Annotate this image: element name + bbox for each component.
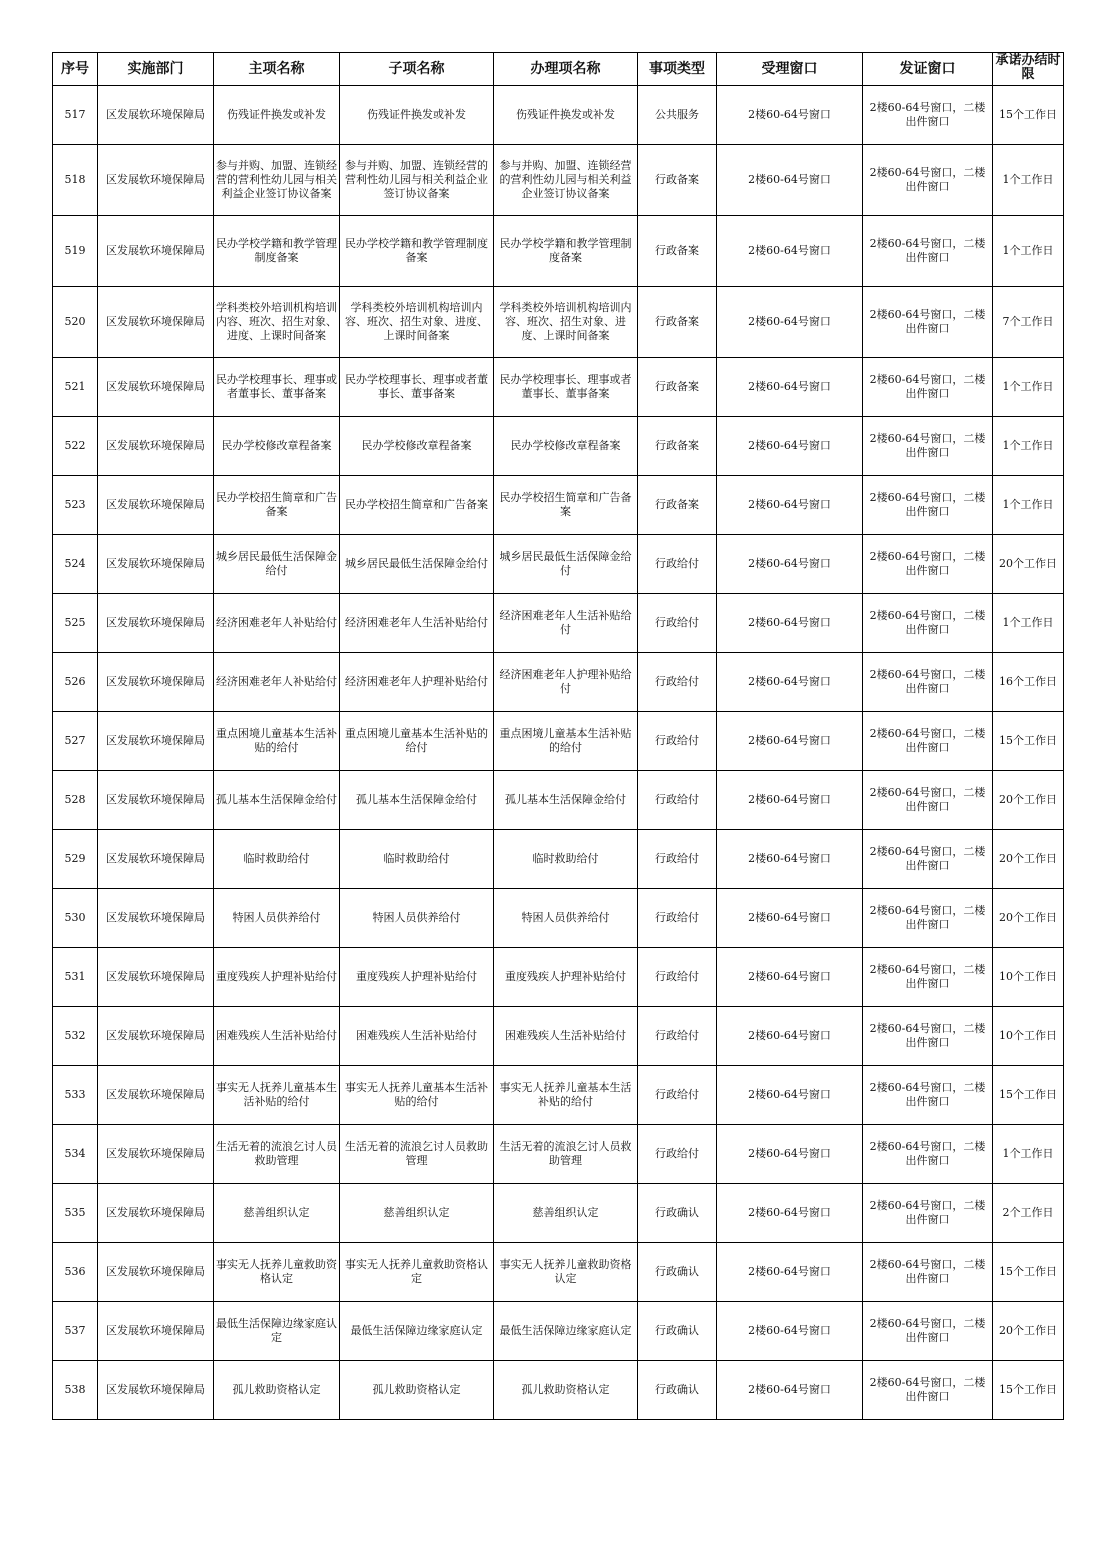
serial-number-cell: 531 [53,948,98,1007]
department-cell: 区发展软环境保障局 [98,889,214,948]
serial-number-cell: 520 [53,287,98,358]
time-limit-cell: 20个工作日 [993,1302,1064,1361]
handling-item-cell: 民办学校招生简章和广告备案 [494,476,638,535]
table-row [53,1007,1064,1066]
sub-item-cell: 慈善组织认定 [340,1184,494,1243]
time-limit-cell: 20个工作日 [993,771,1064,830]
department-cell: 区发展软环境保障局 [98,287,214,358]
item-type-cell: 行政给付 [638,948,717,1007]
table-row [53,216,1064,287]
department-cell: 区发展软环境保障局 [98,1125,214,1184]
table-row [53,358,1064,417]
table-row [53,712,1064,771]
certificate-window-cell: 2楼60-64号窗口，二楼出件窗口 [863,535,993,594]
main-item-cell: 学科类校外培训机构培训内容、班次、招生对象、进度、上课时间备案 [214,287,340,358]
certificate-window-cell: 2楼60-64号窗口，二楼出件窗口 [863,889,993,948]
department-cell: 区发展软环境保障局 [98,771,214,830]
department-cell: 区发展软环境保障局 [98,216,214,287]
header-department: 实施部门 [98,53,214,86]
department-cell: 区发展软环境保障局 [98,948,214,1007]
serial-number-cell: 523 [53,476,98,535]
handling-item-cell: 民办学校理事长、理事或者董事长、董事备案 [494,358,638,417]
handling-item-cell: 事实无人抚养儿童基本生活补贴的给付 [494,1066,638,1125]
acceptance-window-cell: 2楼60-64号窗口 [717,358,863,417]
acceptance-window-cell: 2楼60-64号窗口 [717,948,863,1007]
time-limit-cell: 20个工作日 [993,535,1064,594]
main-item-cell: 孤儿救助资格认定 [214,1361,340,1420]
sub-item-cell: 事实无人抚养儿童救助资格认定 [340,1243,494,1302]
sub-item-cell: 民办学校理事长、理事或者董事长、董事备案 [340,358,494,417]
acceptance-window-cell: 2楼60-64号窗口 [717,889,863,948]
time-limit-cell: 1个工作日 [993,358,1064,417]
table-row [53,145,1064,216]
serial-number-cell: 524 [53,535,98,594]
serial-number-cell: 537 [53,1302,98,1361]
acceptance-window-cell: 2楼60-64号窗口 [717,145,863,216]
table-row [53,948,1064,1007]
table-row [53,1302,1064,1361]
sub-item-cell: 参与并购、加盟、连锁经营的营利性幼儿园与相关利益企业签订协议备案 [340,145,494,216]
table-row [53,287,1064,358]
header-item-type: 事项类型 [638,53,717,86]
handling-item-cell: 经济困难老年人护理补贴给付 [494,653,638,712]
sub-item-cell: 重点困境儿童基本生活补贴的给付 [340,712,494,771]
item-type-cell: 行政备案 [638,417,717,476]
item-type-cell: 行政给付 [638,1007,717,1066]
table-row [53,476,1064,535]
table-row [53,889,1064,948]
table-row [53,1125,1064,1184]
acceptance-window-cell: 2楼60-64号窗口 [717,1125,863,1184]
item-type-cell: 行政确认 [638,1243,717,1302]
department-cell: 区发展软环境保障局 [98,1007,214,1066]
department-cell: 区发展软环境保障局 [98,653,214,712]
time-limit-cell: 7个工作日 [993,287,1064,358]
department-cell: 区发展软环境保障局 [98,1184,214,1243]
table-header-row [53,53,1064,86]
main-item-cell: 特困人员供养给付 [214,889,340,948]
item-type-cell: 行政给付 [638,1066,717,1125]
certificate-window-cell: 2楼60-64号窗口，二楼出件窗口 [863,771,993,830]
sub-item-cell: 学科类校外培训机构培训内容、班次、招生对象、进度、上课时间备案 [340,287,494,358]
sub-item-cell: 事实无人抚养儿童基本生活补贴的给付 [340,1066,494,1125]
handling-item-cell: 经济困难老年人生活补贴给付 [494,594,638,653]
handling-item-cell: 学科类校外培训机构培训内容、班次、招生对象、进度、上课时间备案 [494,287,638,358]
acceptance-window-cell: 2楼60-64号窗口 [717,594,863,653]
acceptance-window-cell: 2楼60-64号窗口 [717,1184,863,1243]
handling-item-cell: 伤残证件换发或补发 [494,86,638,145]
time-limit-cell: 16个工作日 [993,653,1064,712]
department-cell: 区发展软环境保障局 [98,1302,214,1361]
certificate-window-cell: 2楼60-64号窗口，二楼出件窗口 [863,86,993,145]
acceptance-window-cell: 2楼60-64号窗口 [717,830,863,889]
table-row [53,1066,1064,1125]
handling-item-cell: 事实无人抚养儿童救助资格认定 [494,1243,638,1302]
department-cell: 区发展软环境保障局 [98,476,214,535]
time-limit-cell: 1个工作日 [993,1125,1064,1184]
sub-item-cell: 最低生活保障边缘家庭认定 [340,1302,494,1361]
item-type-cell: 行政确认 [638,1361,717,1420]
sub-item-cell: 经济困难老年人生活补贴给付 [340,594,494,653]
acceptance-window-cell: 2楼60-64号窗口 [717,535,863,594]
item-type-cell: 行政给付 [638,653,717,712]
header-main-item: 主项名称 [214,53,340,86]
handling-item-cell: 民办学校修改章程备案 [494,417,638,476]
main-item-cell: 慈善组织认定 [214,1184,340,1243]
table-row [53,1184,1064,1243]
header-certificate-window: 发证窗口 [863,53,993,86]
time-limit-cell: 15个工作日 [993,1361,1064,1420]
main-item-cell: 民办学校学籍和教学管理制度备案 [214,216,340,287]
handling-item-cell: 城乡居民最低生活保障金给付 [494,535,638,594]
handling-item-cell: 临时救助给付 [494,830,638,889]
serial-number-cell: 529 [53,830,98,889]
main-item-cell: 事实无人抚养儿童基本生活补贴的给付 [214,1066,340,1125]
sub-item-cell: 临时救助给付 [340,830,494,889]
acceptance-window-cell: 2楼60-64号窗口 [717,417,863,476]
acceptance-window-cell: 2楼60-64号窗口 [717,287,863,358]
acceptance-window-cell: 2楼60-64号窗口 [717,771,863,830]
main-item-cell: 临时救助给付 [214,830,340,889]
handling-item-cell: 孤儿基本生活保障金给付 [494,771,638,830]
time-limit-cell: 20个工作日 [993,889,1064,948]
item-type-cell: 行政备案 [638,287,717,358]
time-limit-cell: 20个工作日 [993,830,1064,889]
item-type-cell: 行政备案 [638,145,717,216]
sub-item-cell: 特困人员供养给付 [340,889,494,948]
item-type-cell: 行政给付 [638,771,717,830]
serial-number-cell: 536 [53,1243,98,1302]
header-serial-number: 序号 [53,53,98,86]
department-cell: 区发展软环境保障局 [98,417,214,476]
main-item-cell: 伤残证件换发或补发 [214,86,340,145]
certificate-window-cell: 2楼60-64号窗口，二楼出件窗口 [863,1007,993,1066]
acceptance-window-cell: 2楼60-64号窗口 [717,1361,863,1420]
sub-item-cell: 孤儿基本生活保障金给付 [340,771,494,830]
sub-item-cell: 民办学校修改章程备案 [340,417,494,476]
certificate-window-cell: 2楼60-64号窗口，二楼出件窗口 [863,476,993,535]
table-row [53,417,1064,476]
main-item-cell: 参与并购、加盟、连锁经营的营利性幼儿园与相关利益企业签订协议备案 [214,145,340,216]
certificate-window-cell: 2楼60-64号窗口，二楼出件窗口 [863,287,993,358]
department-cell: 区发展软环境保障局 [98,830,214,889]
serial-number-cell: 528 [53,771,98,830]
department-cell: 区发展软环境保障局 [98,1243,214,1302]
sub-item-cell: 困难残疾人生活补贴给付 [340,1007,494,1066]
item-type-cell: 行政给付 [638,1125,717,1184]
certificate-window-cell: 2楼60-64号窗口，二楼出件窗口 [863,594,993,653]
time-limit-cell: 15个工作日 [993,712,1064,771]
handling-item-cell: 参与并购、加盟、连锁经营的营利性幼儿园与相关利益企业签订协议备案 [494,145,638,216]
acceptance-window-cell: 2楼60-64号窗口 [717,1243,863,1302]
acceptance-window-cell: 2楼60-64号窗口 [717,1302,863,1361]
item-type-cell: 行政确认 [638,1184,717,1243]
acceptance-window-cell: 2楼60-64号窗口 [717,86,863,145]
sub-item-cell: 经济困难老年人护理补贴给付 [340,653,494,712]
table-row [53,1361,1064,1420]
main-item-cell: 重点困境儿童基本生活补贴的给付 [214,712,340,771]
serial-number-cell: 517 [53,86,98,145]
time-limit-cell: 1个工作日 [993,216,1064,287]
department-cell: 区发展软环境保障局 [98,1066,214,1125]
certificate-window-cell: 2楼60-64号窗口，二楼出件窗口 [863,417,993,476]
handling-item-cell: 民办学校学籍和教学管理制度备案 [494,216,638,287]
certificate-window-cell: 2楼60-64号窗口，二楼出件窗口 [863,948,993,1007]
main-item-cell: 经济困难老年人补贴给付 [214,653,340,712]
serial-number-cell: 533 [53,1066,98,1125]
sub-item-cell: 生活无着的流浪乞讨人员救助管理 [340,1125,494,1184]
sub-item-cell: 伤残证件换发或补发 [340,86,494,145]
acceptance-window-cell: 2楼60-64号窗口 [717,216,863,287]
serial-number-cell: 521 [53,358,98,417]
handling-item-cell: 生活无着的流浪乞讨人员救助管理 [494,1125,638,1184]
sub-item-cell: 重度残疾人护理补贴给付 [340,948,494,1007]
main-item-cell: 重度残疾人护理补贴给付 [214,948,340,1007]
handling-item-cell: 孤儿救助资格认定 [494,1361,638,1420]
serial-number-cell: 518 [53,145,98,216]
header-sub-item: 子项名称 [340,53,494,86]
time-limit-cell: 2个工作日 [993,1184,1064,1243]
item-type-cell: 公共服务 [638,86,717,145]
main-item-cell: 民办学校招生简章和广告备案 [214,476,340,535]
main-item-cell: 事实无人抚养儿童救助资格认定 [214,1243,340,1302]
acceptance-window-cell: 2楼60-64号窗口 [717,712,863,771]
sub-item-cell: 民办学校学籍和教学管理制度备案 [340,216,494,287]
certificate-window-cell: 2楼60-64号窗口，二楼出件窗口 [863,1066,993,1125]
item-type-cell: 行政备案 [638,358,717,417]
handling-item-cell: 最低生活保障边缘家庭认定 [494,1302,638,1361]
serial-number-cell: 530 [53,889,98,948]
item-type-cell: 行政给付 [638,535,717,594]
certificate-window-cell: 2楼60-64号窗口，二楼出件窗口 [863,1361,993,1420]
table-row [53,535,1064,594]
sub-item-cell: 民办学校招生简章和广告备案 [340,476,494,535]
time-limit-cell: 10个工作日 [993,948,1064,1007]
main-item-cell: 民办学校理事长、理事或者董事长、董事备案 [214,358,340,417]
service-items-table [52,52,1064,1420]
time-limit-cell: 15个工作日 [993,1243,1064,1302]
item-type-cell: 行政备案 [638,476,717,535]
serial-number-cell: 519 [53,216,98,287]
serial-number-cell: 538 [53,1361,98,1420]
certificate-window-cell: 2楼60-64号窗口，二楼出件窗口 [863,1184,993,1243]
department-cell: 区发展软环境保障局 [98,1361,214,1420]
item-type-cell: 行政给付 [638,594,717,653]
item-type-cell: 行政给付 [638,712,717,771]
certificate-window-cell: 2楼60-64号窗口，二楼出件窗口 [863,830,993,889]
acceptance-window-cell: 2楼60-64号窗口 [717,1066,863,1125]
time-limit-cell: 15个工作日 [993,86,1064,145]
item-type-cell: 行政给付 [638,889,717,948]
serial-number-cell: 527 [53,712,98,771]
item-type-cell: 行政给付 [638,830,717,889]
serial-number-cell: 526 [53,653,98,712]
main-item-cell: 经济困难老年人补贴给付 [214,594,340,653]
main-item-cell: 孤儿基本生活保障金给付 [214,771,340,830]
item-type-cell: 行政备案 [638,216,717,287]
handling-item-cell: 特困人员供养给付 [494,889,638,948]
certificate-window-cell: 2楼60-64号窗口，二楼出件窗口 [863,653,993,712]
table-row [53,830,1064,889]
sub-item-cell: 孤儿救助资格认定 [340,1361,494,1420]
main-item-cell: 城乡居民最低生活保障金给付 [214,535,340,594]
table-row [53,86,1064,145]
department-cell: 区发展软环境保障局 [98,712,214,771]
department-cell: 区发展软环境保障局 [98,535,214,594]
certificate-window-cell: 2楼60-64号窗口，二楼出件窗口 [863,1243,993,1302]
table-row [53,1243,1064,1302]
certificate-window-cell: 2楼60-64号窗口，二楼出件窗口 [863,1125,993,1184]
time-limit-cell: 1个工作日 [993,145,1064,216]
handling-item-cell: 困难残疾人生活补贴给付 [494,1007,638,1066]
time-limit-cell: 1个工作日 [993,476,1064,535]
time-limit-cell: 1个工作日 [993,417,1064,476]
main-item-cell: 生活无着的流浪乞讨人员救助管理 [214,1125,340,1184]
table-row [53,771,1064,830]
main-item-cell: 最低生活保障边缘家庭认定 [214,1302,340,1361]
time-limit-cell: 15个工作日 [993,1066,1064,1125]
acceptance-window-cell: 2楼60-64号窗口 [717,476,863,535]
department-cell: 区发展软环境保障局 [98,358,214,417]
time-limit-cell: 10个工作日 [993,1007,1064,1066]
serial-number-cell: 522 [53,417,98,476]
certificate-window-cell: 2楼60-64号窗口，二楼出件窗口 [863,712,993,771]
certificate-window-cell: 2楼60-64号窗口，二楼出件窗口 [863,358,993,417]
header-handling-item: 办理项名称 [494,53,638,86]
main-item-cell: 困难残疾人生活补贴给付 [214,1007,340,1066]
serial-number-cell: 525 [53,594,98,653]
certificate-window-cell: 2楼60-64号窗口，二楼出件窗口 [863,145,993,216]
item-type-cell: 行政确认 [638,1302,717,1361]
department-cell: 区发展软环境保障局 [98,145,214,216]
header-acceptance-window: 受理窗口 [717,53,863,86]
sub-item-cell: 城乡居民最低生活保障金给付 [340,535,494,594]
department-cell: 区发展软环境保障局 [98,86,214,145]
table-row [53,653,1064,712]
handling-item-cell: 重点困境儿童基本生活补贴的给付 [494,712,638,771]
main-item-cell: 民办学校修改章程备案 [214,417,340,476]
handling-item-cell: 重度残疾人护理补贴给付 [494,948,638,1007]
time-limit-cell: 1个工作日 [993,594,1064,653]
certificate-window-cell: 2楼60-64号窗口，二楼出件窗口 [863,216,993,287]
acceptance-window-cell: 2楼60-64号窗口 [717,1007,863,1066]
certificate-window-cell: 2楼60-64号窗口，二楼出件窗口 [863,1302,993,1361]
department-cell: 区发展软环境保障局 [98,594,214,653]
acceptance-window-cell: 2楼60-64号窗口 [717,653,863,712]
table-row [53,594,1064,653]
header-time-limit: 承诺办结时限 [993,53,1064,86]
serial-number-cell: 535 [53,1184,98,1243]
serial-number-cell: 534 [53,1125,98,1184]
handling-item-cell: 慈善组织认定 [494,1184,638,1243]
serial-number-cell: 532 [53,1007,98,1066]
